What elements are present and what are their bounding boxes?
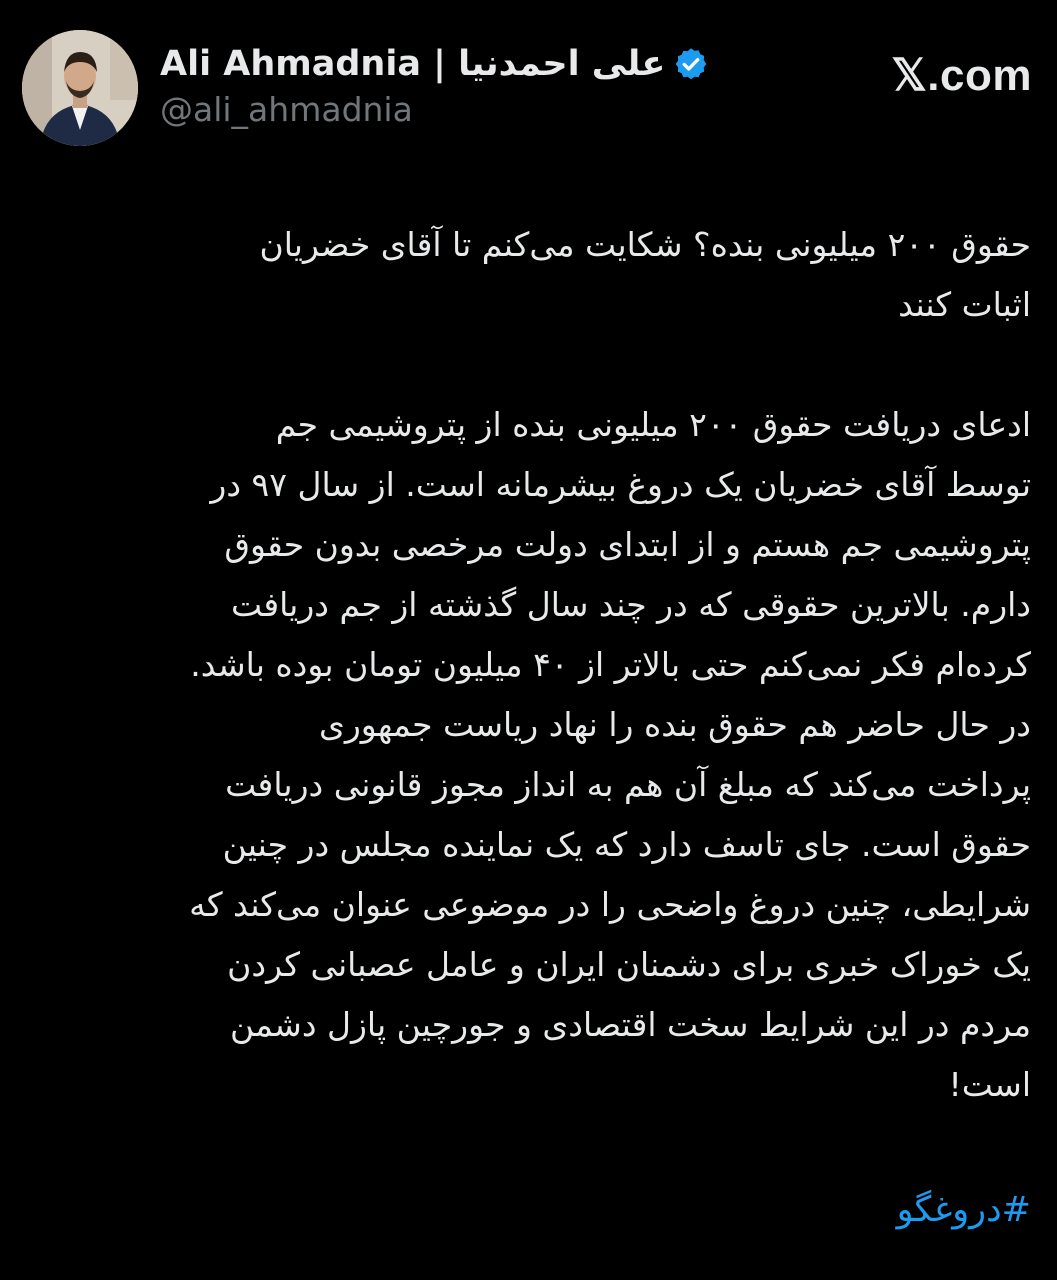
profile-photo-icon — [22, 30, 138, 146]
tweet-header — [22, 30, 1032, 150]
tweet-body — [31, 215, 1031, 1115]
tweet-paragraph-2: ادعای دریافت حقوق ۲۰۰ میلیونی بنده از پتروشیمی جم توسط آقای خضریان یک دروغ بیشرمانه است. از سال ۹۷ در پتروشیمی جم هستم و از ابتدای دولت مرخصی بدون حقوق دارم. بالاترین حقوقی که در چند سال گذشته از جم دریافت کرده‌ام فکر نمی‌کنم حتی بالاتر از ۴۰ میلیون تومان بوده باشد. در حال حاضر هم حقوق بنده را نهاد ریاست جمهوری پرداخت می‌کند که مبلغ آن هم به انداز مجوز قانونی دریافت حقوق است. جای تاسف دارد که یک نماینده مجلس در چنین شرایطی، چنین دروغ واضحی را در موضوعی عنوان می‌کند که یک خوراک خبری برای دشمنان ایران و عامل عصبانی کردن مردم در این شرایط سخت اقتصادی و جورچین پازل دشمن است! — [189, 405, 1031, 1104]
x-logo: 𝕏.com — [891, 51, 1032, 100]
author-handle[interactable]: @ali_ahmadnia — [160, 90, 413, 129]
hashtag-link[interactable]: #دروغگو — [896, 1190, 1031, 1230]
avatar[interactable] — [22, 30, 138, 146]
author-display-name-row[interactable] — [160, 42, 720, 86]
author-display-name[interactable]: Ali Ahmadnia | علی احمدنیا — [160, 44, 666, 84]
author-info — [160, 42, 720, 130]
verified-badge-icon — [673, 46, 709, 82]
tweet-paragraph-1: حقوق ۲۰۰ میلیونی بنده؟ شکایت می‌کنم تا آقای خضریان اثبات کنند — [259, 225, 1031, 324]
